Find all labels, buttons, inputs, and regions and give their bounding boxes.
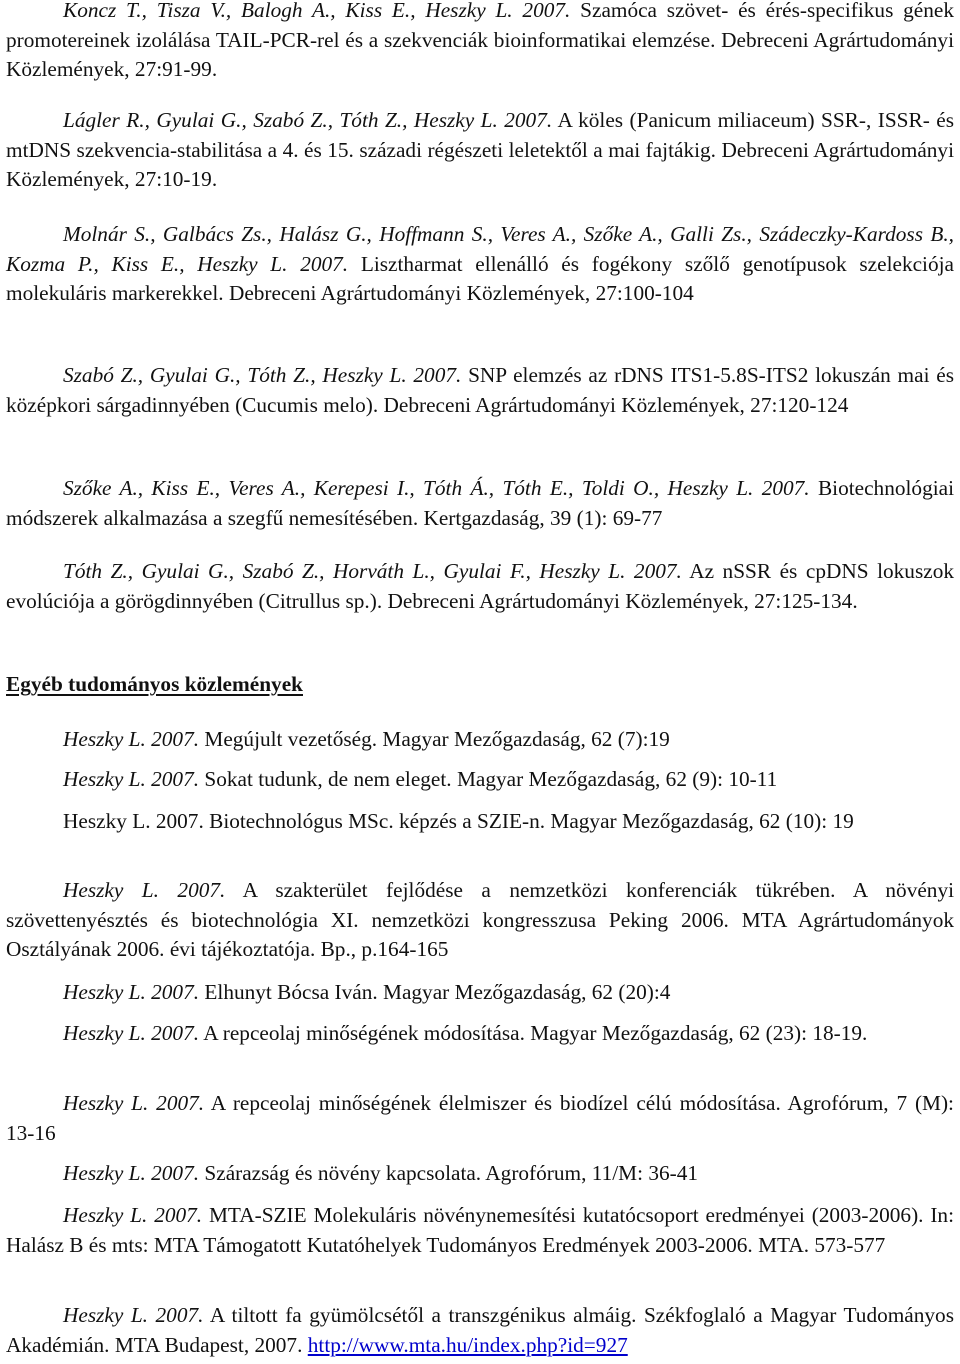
publication-text: Szamóca szövet- és érés-specifikus gének promotereinek izolálása TAIL-PCR-rel és a szekvenciák bioinformatikai elemzése. Debreceni Agrártudományi Közlemények, 27:91-99. (6, 0, 954, 81)
publication-entry (6, 361, 954, 420)
publication-text: A szakterület fejlődése a nemzetközi konferenciák tükrében. A növényi szövettenyésztés és biotechnológia XI. nemzetközi kongresszusa Peking 2006. MTA Agrártudományok Osztályának 2006. évi tájékoztatója. Bp., p.164-165 (6, 878, 955, 961)
other-publication-entry (6, 1201, 954, 1260)
publication-text: Lisztharmat ellenálló és fogékony szőlő genotípusok szelekciója molekuláris markerekkel. Debreceni Agrártudományi Közlemények, 27:100-104 (6, 251, 954, 305)
publication-entry (6, 0, 954, 85)
publication-text: A tiltott fa gyümölcsétől a transzgénikus almáig. Székfoglaló a Magyar Tudományos Akadémián. MTA Budapest, 2007. (6, 1303, 954, 1357)
publication-text: A repceolaj minőségének módosítása. Magyar Mezőgazdaság, 62 (23): 18-19. (203, 1021, 868, 1045)
publication-authors: Heszky L. 2007. (63, 809, 204, 833)
other-publication-entry (6, 876, 954, 965)
publication-entry (6, 474, 954, 533)
other-publication-entry (6, 1301, 954, 1360)
publication-link[interactable]: http://www.mta.hu/index.php?id=927 (307, 1332, 628, 1357)
other-publication-entry (6, 1019, 954, 1049)
other-publication-entry (6, 725, 954, 755)
publication-authors: Heszky L. 2007. (63, 767, 200, 791)
publication-entry (6, 106, 954, 195)
publication-authors: Heszky L. 2007. (63, 1021, 200, 1045)
other-publication-entry (6, 765, 954, 795)
publication-authors: Heszky L. 2007. (63, 1303, 204, 1327)
publication-text: Elhunyt Bócsa Iván. Magyar Mezőgazdaság, 62 (20):4 (204, 980, 671, 1004)
publication-text: Biotechnológiai módszerek alkalmazása a szegfű nemesítésében. Kertgazdaság, 39 (1): 69-77 (6, 476, 955, 530)
publication-text: A köles (Panicum miliaceum) SSR-, ISSR- és mtDNS szekvencia-stabilitása a 4. és 15. századi régészeti leletektől a mai fajtákig. Debreceni Agrártudományi Közlemények, 27:10-19. (6, 108, 955, 191)
publication-authors: Koncz T., Tisza V., Balogh A., Kiss E., Heszky L. 2007. (63, 0, 571, 22)
publication-text: SNP elemzés az rDNS ITS1-5.8S-ITS2 lokuszán mai és középkori sárgadinnyében (Cucumis melo). Debreceni Agrártudományi Közlemények, 27:120-124 (6, 363, 954, 417)
other-publication-entry (6, 1089, 954, 1148)
publication-authors: Szőke A., Kiss E., Veres A., Kerepesi I., Tóth Á., Tóth E., Toldi O., Heszky L. 2007. (63, 476, 810, 500)
publication-text: MTA-SZIE Molekuláris növénynemesítési kutatócsoport eredményei (2003-2006). In: Halász B és mts: MTA Támogatott Kutatóhelyek Tudományos Eredmények 2003-2006. MTA. 573-577 (6, 1203, 954, 1257)
publication-text: Sokat tudunk, de nem eleget. Magyar Mezőgazdaság, 62 (9): 10-11 (204, 767, 778, 791)
publication-entry (6, 557, 954, 616)
publication-authors: Tóth Z., Gyulai G., Szabó Z., Horváth L., Gyulai F., Heszky L. 2007. (63, 559, 682, 583)
publication-authors: Szabó Z., Gyulai G., Tóth Z., Heszky L. 2007. (63, 363, 462, 387)
publication-text: Szárazság és növény kapcsolata. Agrofórum, 11/M: 36-41 (204, 1161, 699, 1185)
publication-authors: Heszky L. 2007. (63, 727, 200, 751)
publication-authors: Lágler R., Gyulai G., Szabó Z., Tóth Z., Heszky L. 2007. (63, 108, 553, 132)
publication-authors: Heszky L. 2007. (63, 1203, 203, 1227)
other-publication-entry (6, 1159, 954, 1189)
publication-text: Biotechnológus MSc. képzés a SZIE-n. Magyar Mezőgazdaság, 62 (10): 19 (209, 809, 854, 833)
publication-authors: Heszky L. 2007. (63, 1161, 200, 1185)
section-heading: Egyéb tudományos közlemények (6, 672, 303, 696)
publication-entry (6, 220, 954, 309)
publication-authors: Molnár S., Galbács Zs., Halász G., Hoffmann S., Veres A., Szőke A., Galli Zs., Szádeczky-Kardoss B., Kozma P., Kiss E., Heszky L. 2007. (6, 222, 954, 276)
publication-authors: Heszky L. 2007. (63, 1091, 205, 1115)
publication-authors: Heszky L. 2007. (63, 878, 226, 902)
other-publication-entry (6, 807, 954, 837)
publication-authors: Heszky L. 2007. (63, 980, 200, 1004)
other-publication-entry (6, 978, 954, 1008)
publication-text: Megújult vezetőség. Magyar Mezőgazdaság, 62 (7):19 (204, 727, 670, 751)
publication-text: Az nSSR és cpDNS lokuszok evolúciója a görögdinnyében (Citrullus sp.). Debreceni Agrártudományi Közlemények, 27:125-134. (6, 559, 954, 613)
publication-text: A repceolaj minőségének élelmiszer és biodízel célú módosítása. Agrofórum, 7 (M): 13-16 (6, 1091, 954, 1145)
